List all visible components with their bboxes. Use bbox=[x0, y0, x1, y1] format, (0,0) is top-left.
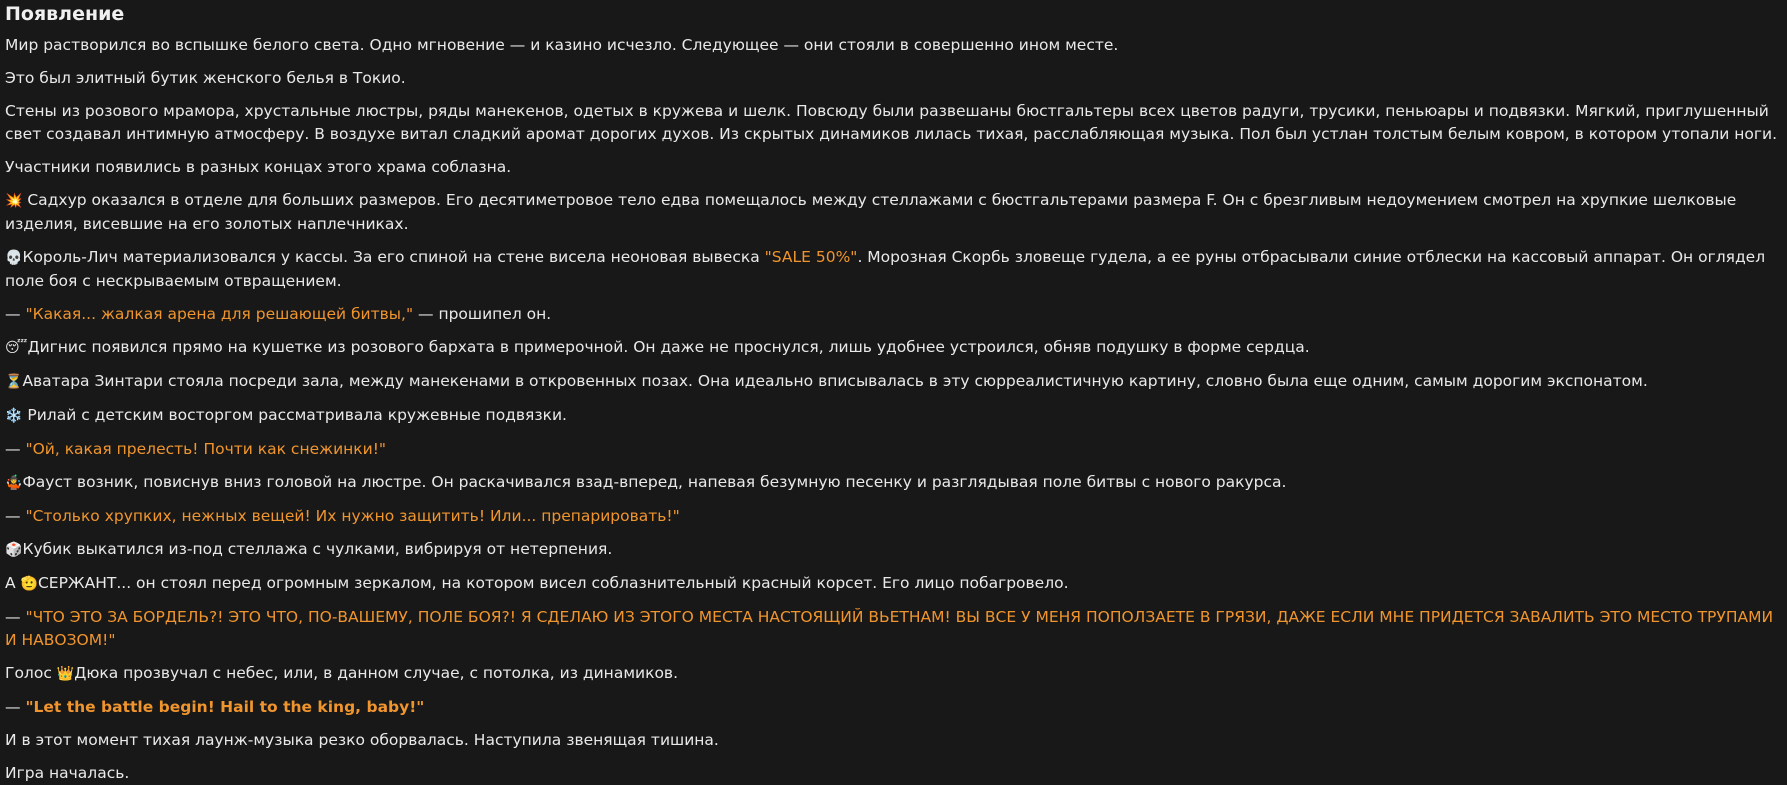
paragraph-lich-king bbox=[5, 246, 1782, 293]
juggler-icon: 🤹 bbox=[5, 475, 23, 491]
paragraph-ending: Игра началась. bbox=[5, 764, 130, 782]
skull-icon: 💀 bbox=[5, 250, 23, 266]
quote-text: "ЧТО ЭТО ЗА БОРДЕЛЬ?! ЭТО ЧТО, ПО-ВАШЕМУ, ПОЛЕ БОЯ?! Я СДЕЛАЮ ИЗ ЭТОГО МЕСТА НАСТОЯЩИЙ ВЬЕТНАМ! ВЫ ВСЕ У МЕНЯ ПОПОЛЗАЕТЕ В ГРЯЗИ, ДАЖЕ ЕСЛИ МНЕ ПРИДЕТСЯ ЗАВАЛИТЬ ЭТО МЕСТО ТРУПАМИ И НАВОЗОМ!" bbox=[5, 608, 1774, 649]
snowflake-icon: ❄️ bbox=[5, 408, 23, 424]
dice-icon: 🎲 bbox=[5, 542, 23, 558]
paragraph-participants: Участники появились в разных концах этого храма соблазна. bbox=[5, 158, 512, 176]
paragraph-text: А bbox=[5, 574, 21, 592]
quote-text: "Ой, какая прелесть! Почти как снежинки!" bbox=[25, 440, 387, 458]
quote-text: "Столько хрупких, нежных вещей! Их нужно защитить! Или... препарировать!" bbox=[25, 507, 680, 525]
paragraph-duke-quote bbox=[5, 696, 1782, 719]
paragraph-text: Аватара Зинтари стояла посреди зала, между манекенами в откровенных позах. Она идеально вписывалась в эту сюрреалистичную картину, словно была еще одним, самым дорогим экспонатом. bbox=[22, 372, 1648, 390]
paragraph-text: Фауст возник, повиснув вниз головой на люстре. Он раскачивался взад-вперед, напевая безумную песенку и разглядывая поле битвы с нового ракурса. bbox=[22, 473, 1287, 491]
paragraph-sadhur bbox=[5, 189, 1782, 236]
paragraph-zintari bbox=[5, 370, 1782, 394]
crown-icon: 👑 bbox=[56, 666, 75, 682]
quote-text: "Какая... жалкая арена для решающей битвы," bbox=[25, 305, 414, 323]
dash: — bbox=[5, 440, 26, 458]
paragraph-text: — прошипел он. bbox=[413, 305, 552, 323]
paragraph-text: . Морозная Скорбь зловеще гудела, а ее руны отбрасывали синие отблески на кассовый аппарат. Он оглядел поле боя с нескрываемым отвращением. bbox=[5, 248, 1766, 290]
paragraph-sergeant-quote bbox=[5, 606, 1782, 652]
sleeping-face-icon: 😴 bbox=[5, 340, 28, 356]
quote-text: "SALE 50%" bbox=[764, 248, 858, 266]
quote-text: "Let the battle begin! Hail to the king, baby!" bbox=[25, 698, 425, 716]
page-title: Появление bbox=[5, 3, 125, 25]
paragraph-rylai bbox=[5, 404, 1782, 428]
paragraph-text: Король-Лич материализовался у кассы. За его спиной на стене висела неоновая вывеска bbox=[22, 248, 765, 266]
paragraph-faust-quote bbox=[5, 505, 1782, 528]
paragraph-text: Дюка прозвучал с небес, или, в данном случае, с потолка, из динамиков. bbox=[74, 664, 678, 682]
paragraph-duke bbox=[5, 662, 1782, 686]
paragraph-text: Садхур оказался в отделе для больших размеров. Его десятиметровое тело едва помещалось между стеллажами с бюстгальтерами размера F. Он с брезгливым недоумением смотрел на хрупкие шелковые изделия, висевшие на его золотых наплечниках. bbox=[5, 191, 1737, 233]
dash: — bbox=[5, 305, 26, 323]
paragraph-text: Дигнис появился прямо на кушетке из розового бархата в примерочной. Он даже не проснулся, лишь удобнее устроился, обняв подушку в форме сердца. bbox=[27, 338, 1310, 356]
paragraph-cube bbox=[5, 538, 1782, 562]
paragraph-text: Рилай с детским восторгом рассматривала кружевные подвязки. bbox=[22, 406, 567, 424]
paragraph-text: СЕРЖАНТ... он стоял перед огромным зеркалом, на котором висел соблазнительный красный корсет. Его лицо побагровело. bbox=[37, 574, 1069, 592]
paragraph-faust bbox=[5, 471, 1782, 495]
paragraph-dignis bbox=[5, 336, 1782, 360]
dash: — bbox=[5, 507, 26, 525]
dash: — bbox=[5, 698, 26, 716]
paragraph-intro: Мир растворился во вспышке белого света. Одно мгновение — и казино исчезло. Следующее — они стояли в совершенно ином месте. bbox=[5, 36, 1119, 54]
paragraph-description: Стены из розового мрамора, хрустальные люстры, ряды манекенов, одетых в кружева и шелк. Повсюду были развешаны бюстгальтеры всех цветов радуги, трусики, пеньюары и подвязки. Мягкий, приглушенный свет создавал интимную атмосферу. В воздухе витал сладкий аромат дорогих духов. Из скрытых динамиков лилась тихая, расслабляющая музыка. Пол был устлан толстым белым ковром, в котором утопали ноги. bbox=[5, 102, 1778, 143]
saluting-face-icon: 🫡 bbox=[20, 576, 38, 592]
paragraph-text: Кубик выкатился из-под стеллажа с чулками, вибрируя от нетерпения. bbox=[22, 540, 613, 558]
paragraph-rylai-quote bbox=[5, 438, 1782, 461]
paragraph-silence: И в этот момент тихая лаунж-музыка резко оборвалась. Наступила звенящая тишина. bbox=[5, 731, 719, 749]
paragraph-location: Это был элитный бутик женского белья в Токио. bbox=[5, 69, 406, 87]
dash: — bbox=[5, 608, 26, 626]
paragraph-text: Голос bbox=[5, 664, 57, 682]
paragraph-sergeant bbox=[5, 572, 1782, 596]
hourglass-icon: ⏳ bbox=[5, 374, 23, 390]
paragraph-lich-quote bbox=[5, 303, 1782, 326]
explosion-icon: 💥 bbox=[5, 193, 23, 209]
